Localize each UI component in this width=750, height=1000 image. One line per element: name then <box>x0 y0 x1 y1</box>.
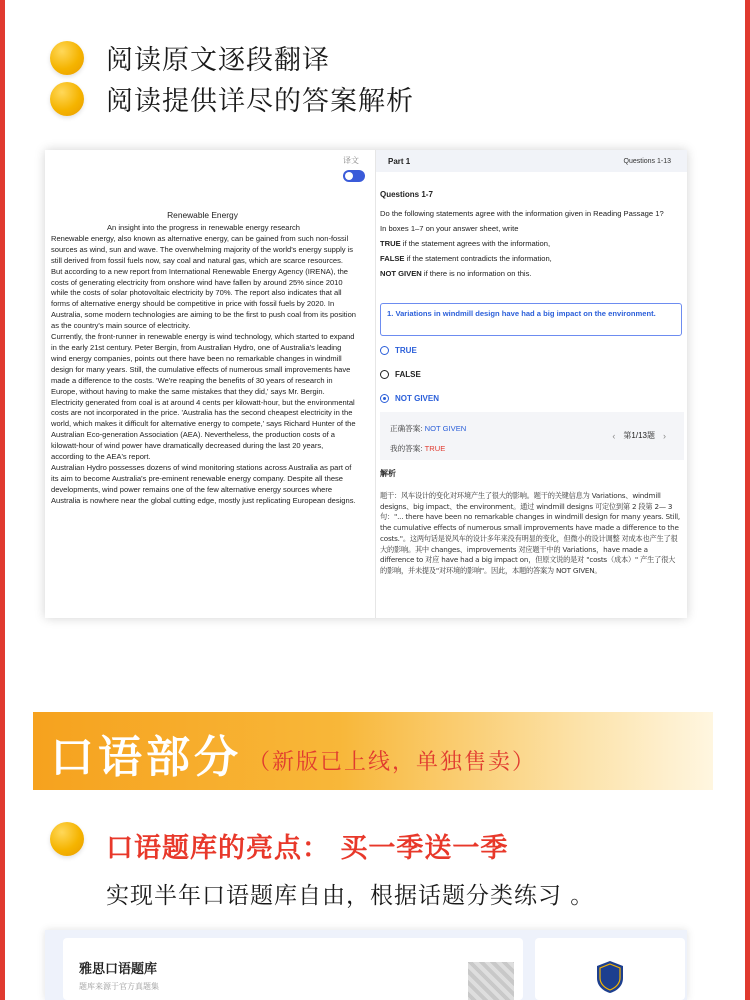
radio-selected-icon[interactable] <box>380 394 389 403</box>
pager-text: 第1/13题 <box>623 431 655 440</box>
article-paragraph: Currently, the front-runner in renewable energy is wind technology, which started to expand in the early 21st century. Peter Bergin, from Australian Hydro, one of Australia's leading wind energy companies, points out there have been no remarkable changes in windmill design for many years. Still, the cumulative effects of numerous small improvements have made a difference to the costs. 'We're reaping the benefits of 30 years of research in Europe, without having to make the same mistakes that they did,' says Mr. Bergin. Electricity generated from coal is at around 4 cents per kilowatt-hour, but the environmental costs are not incorporated in the price. 'Australia has the second cheapest electricity in the world, which makes it difficult for alternative energy to compete,' says Richard Hunter of the Australian Eco-generation Association (AEA). Nevertheless, the production costs of a kilowatt-hour of wind power have dramatically decreased during the last 20 years, according to the AEA's report. <box>51 332 356 462</box>
radio-icon[interactable] <box>380 370 389 379</box>
option-false[interactable] <box>380 370 421 379</box>
article-pane <box>45 150 370 618</box>
reader-screenshot-card <box>45 150 687 618</box>
option-label: TRUE <box>395 346 417 355</box>
translation-toggle[interactable] <box>343 170 365 182</box>
instruction-line: In boxes 1–7 on your answer sheet, write <box>380 224 519 233</box>
chevron-left-icon[interactable]: ‹ <box>612 431 616 441</box>
banner-title: 口语部分 <box>50 732 242 783</box>
chevron-right-icon[interactable]: › <box>663 431 666 441</box>
article-title: Renewable Energy <box>167 210 238 220</box>
option-label: FALSE <box>395 370 421 379</box>
bullet-dot-icon <box>50 82 84 116</box>
analysis-text: 题干：风车设计的变化对环境产生了很大的影响。题干的关键信息为 Variations、windmill designs、big impact、the environment。通过 windmill designs 可定位到第 2 段第 2— 3 句："... there have been no remarkable changes in windmill design for many years. Still, the cumulative effects of numerous small improvements have made a difference to the costs."。这两句话是说风车的设计多年来没有明显的变化，但微小的设计调整 对成本也产生了很大的影响。其中 changes、improvements 对应题干中的 Variations，have made a difference to 对应 have had a big impact on，但原文说的是对 "costs（成本）" 产生了很大的影响，并未提及"对环境的影响"。因此，本题的答案为 NOT GIVEN。 <box>380 491 680 575</box>
bullet-dot-icon <box>50 822 84 856</box>
question-pager <box>604 426 674 446</box>
preview-title: 雅思口语题库 <box>79 962 158 977</box>
question-pane <box>375 150 687 618</box>
my-answer-label: 我的答案: <box>390 444 423 453</box>
translation-toggle-label: 译文 <box>343 156 359 165</box>
instruction-line: Do the following statements agree with the information given in Reading Passage 1? <box>380 209 664 218</box>
preview-logo-panel <box>535 938 685 1000</box>
part-range: Questions 1-13 <box>623 157 671 165</box>
part-header <box>376 150 687 172</box>
option-true[interactable] <box>380 346 417 355</box>
qr-code-image <box>468 962 514 1000</box>
correct-answer-label: 正确答案: <box>390 424 423 433</box>
highlight-description: 实现半年口语题库自由，根据话题分类练习 。 <box>106 883 595 909</box>
bullet-dot-icon <box>50 41 84 75</box>
correct-answer-value: NOT GIVEN <box>424 424 467 433</box>
article-subtitle: An insight into the progress in renewable energy research <box>107 223 300 232</box>
instruction-false: FALSE if the statement contradicts the information, <box>380 254 552 263</box>
radio-icon[interactable] <box>380 346 389 355</box>
article-paragraph: Australian Hydro possesses dozens of wind monitoring stations across Australia as part of its aim to become Australia's pre-eminent renewable energy company. Despite all these developments, wind power remains one of the few alternative energy sources where Australia is nowhere near the global cutting edge, mostly just replicating European designs. <box>51 462 356 505</box>
left-border-line <box>0 0 5 1000</box>
instruction-true: TRUE if the statement agrees with the information, <box>380 239 551 248</box>
option-label: NOT GIVEN <box>395 394 440 403</box>
my-answer-value: TRUE <box>424 444 446 453</box>
section-title: Questions 1-7 <box>380 190 433 199</box>
part-title: Part 1 <box>388 156 411 166</box>
speaking-preview-card <box>45 930 687 1000</box>
feature-row-translation <box>50 38 330 77</box>
banner-subtitle: （新版已上线，单独售卖） <box>248 750 537 775</box>
highlight-title: 口语题库的亮点： 买一季送一季 <box>106 833 509 864</box>
preview-panel <box>63 938 523 1000</box>
analysis-title: 解析 <box>380 469 396 478</box>
answer-box <box>380 412 684 460</box>
article-paragraph: Renewable energy, also known as alternative energy, can be gained from such non-fossil sources as wind, sun and wave. The overwhelming majority of the world's energy supply is still derived from fossil fuels now, say coal and natural gas, which are scarce resources. But according to a new report from International Renewable Energy Agency (IRENA), the costs of generating electricity from onshore wind have fallen by around 25% since 2010 while the costs of solar photovoltaic electricity by 70%. The report also indicates that all forms of alternative energy should be competitive in price with fossil fuels by 2020. In Australia, some modern technologies are aiming to be the first to push coal from its position as the country's main source of electricity. <box>51 233 356 331</box>
article-body <box>51 223 356 507</box>
feature-text: 阅读原文逐段翻译 <box>106 45 330 76</box>
feature-text: 阅读提供详尽的答案解析 <box>106 86 414 117</box>
preview-subtitle: 题库来源于官方真题集 <box>79 982 159 991</box>
option-not-given[interactable] <box>380 394 439 403</box>
shield-logo-icon <box>595 960 625 994</box>
question-statement[interactable]: 1. Variations in windmill design have had a big impact on the environment. <box>380 303 682 336</box>
right-border-line <box>745 0 750 1000</box>
instructions <box>380 206 680 281</box>
feature-row-analysis <box>50 79 414 118</box>
instruction-not-given: NOT GIVEN if there is no information on this. <box>380 269 532 278</box>
highlight-bullet <box>50 822 106 856</box>
